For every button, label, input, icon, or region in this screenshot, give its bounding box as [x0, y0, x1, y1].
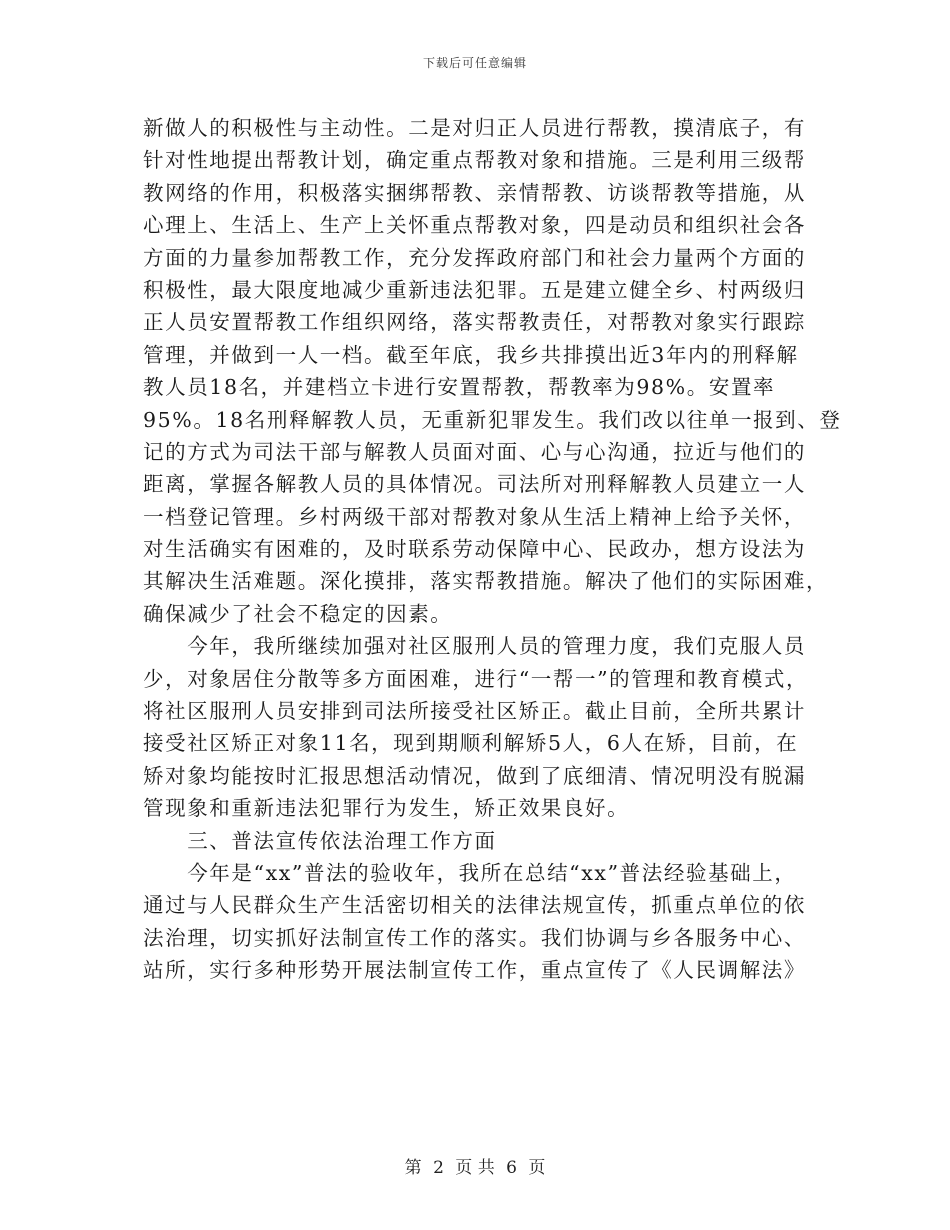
text-line: 矫对象均能按时汇报思想活动情况，做到了底细清、情况明没有脱漏 — [143, 763, 806, 788]
text-line: 管现象和重新违法犯罪行为发生，矫正效果良好。 — [143, 796, 630, 821]
footer-suffix: 页 — [528, 1158, 546, 1178]
text-line: 新做人的积极性与主动性。二是对归正人员进行帮教，摸清底子，有 — [143, 116, 806, 140]
text-line: 距离，掌握各解教人员的具体情况。司法所对刑释解教人员建立一人 — [143, 472, 806, 497]
text-line: 教人员18名，并建档立卡进行安置帮教，帮教率为98%。安置率 — [143, 375, 776, 400]
section-heading: 三、普法宣传依法治理工作方面 — [143, 828, 497, 853]
text-line: 正人员安置帮教工作组织网络，落实帮教责任，对帮教对象实行跟踪 — [143, 310, 806, 335]
footer-middle: 页 共 — [455, 1158, 495, 1178]
text-line: 95%。18名刑释解教人员，无重新犯罪发生。我们改以往单一报到、登 — [143, 407, 842, 432]
text-line: 教网络的作用，积极落实捆绑帮教、亲情帮教、访谈帮教等措施，从 — [143, 180, 806, 205]
text-line: 今年，我所继续加强对社区服刑人员的管理力度，我们克服人员 — [143, 634, 806, 659]
text-line: 其解决生活难题。深化摸排，落实帮教措施。解决了他们的实际困难， — [143, 569, 829, 594]
text-line: 记的方式为司法干部与解教人员面对面、心与心沟通，拉近与他们的 — [143, 439, 806, 464]
text-line: 接受社区矫正对象11名，现到期顺利解矫5人，6人在矫，目前，在 — [143, 731, 799, 756]
text-line: 今年是“xx”普法的验收年，我所在总结“xx”普法经验基础上， — [143, 860, 797, 885]
text-line: 将社区服刑人员安排到司法所接受社区矫正。截止目前，全所共累计 — [143, 699, 806, 724]
text-line: 对生活确实有困难的，及时联系劳动保障中心、民政办，想方设法为 — [143, 537, 806, 562]
footer-total-pages: 6 — [506, 1158, 517, 1178]
text-line: 心理上、生活上、生产上关怀重点帮教对象，四是动员和组织社会各 — [143, 213, 806, 238]
text-line: 管理，并做到一人一档。截至年底，我乡共排摸出近3年内的刑释解 — [143, 342, 799, 367]
text-line: 站所，实行多种形势开展法制宣传工作，重点宣传了《人民调解法》 — [143, 958, 806, 983]
footer-prefix: 第 — [404, 1158, 422, 1178]
text-line: 积极性，最大限度地减少重新违法犯罪。五是建立健全乡、村两级归 — [143, 277, 806, 302]
text-line: 少，对象居住分散等多方面困难，进行“一帮一”的管理和教育模式， — [143, 666, 809, 691]
text-line: 法治理，切实抓好法制宣传工作的落实。我们协调与乡各服务中心、 — [143, 925, 806, 950]
footer-current-page: 2 — [433, 1158, 444, 1178]
text-line: 一档登记管理。乡村两级干部对帮教对象从生活上精神上给予关怀， — [143, 504, 806, 529]
text-line: 确保减少了社会不稳定的因素。 — [143, 601, 453, 626]
header-note: 下载后可任意编辑 — [422, 56, 527, 70]
page-footer — [0, 1153, 950, 1178]
text-line: 方面的力量参加帮教工作，充分发挥政府部门和社会力量两个方面的 — [143, 245, 806, 270]
body-text — [143, 112, 842, 987]
text-line: 针对性地提出帮教计划，确定重点帮教对象和措施。三是利用三级帮 — [143, 148, 806, 173]
text-line: 通过与人民群众生产生活密切相关的法律法规宣传，抓重点单位的依 — [143, 893, 806, 918]
